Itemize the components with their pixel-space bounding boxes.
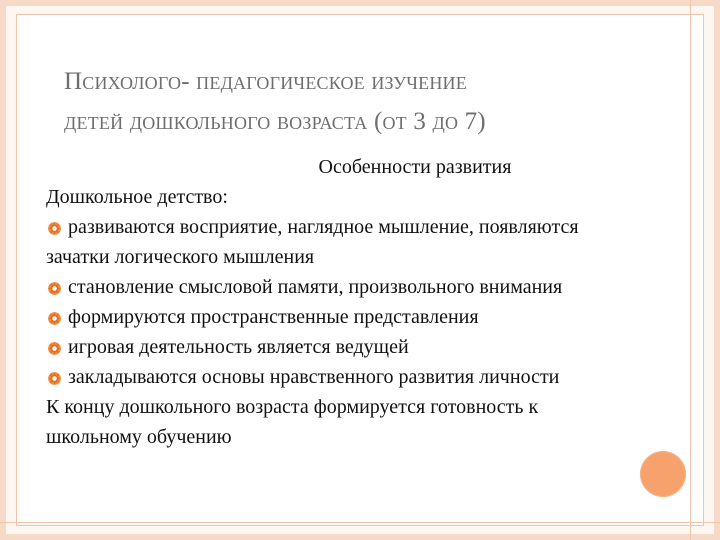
bullet-item bbox=[46, 362, 696, 392]
bullet-text: игровая деятельность является ведущей bbox=[68, 336, 409, 358]
intro-text: Дошкольное детство: bbox=[46, 186, 228, 208]
gear-bullet-icon bbox=[47, 371, 62, 386]
bullet-item bbox=[46, 212, 696, 242]
gear-bullet-icon bbox=[47, 341, 62, 356]
gear-bullet-icon bbox=[47, 221, 62, 236]
slide-title-line-1: Психолого- педагогическое изучение bbox=[64, 68, 467, 95]
bullet-text-line-2: зачатки логического мышления bbox=[46, 246, 315, 268]
bullet-item bbox=[46, 332, 696, 362]
bullet-text: формируются пространственные представления bbox=[68, 306, 479, 328]
bullet-text-line-1: развиваются восприятие, наглядное мышление, появляются bbox=[68, 216, 579, 238]
gear-bullet-icon bbox=[47, 281, 62, 296]
bullet-text: становление смысловой памяти, произвольного внимания bbox=[68, 276, 563, 298]
conclusion-line-1: К концу дошкольного возраста формируется готовность к bbox=[46, 396, 539, 418]
subtitle: Особенности развития bbox=[318, 156, 512, 178]
frame-line-bottom bbox=[0, 522, 720, 523]
gear-bullet-icon bbox=[47, 311, 62, 326]
bullet-item bbox=[46, 272, 696, 302]
bullet-text: закладываются основы нравственного развития личности bbox=[68, 366, 560, 388]
bullet-item bbox=[46, 302, 696, 332]
slide-content bbox=[46, 152, 696, 452]
decorative-orange-circle bbox=[640, 451, 686, 497]
conclusion-line-2: школьному обучению bbox=[46, 426, 232, 448]
slide-title-line-2: детей дошкольного возраста (от 3 до 7) bbox=[64, 108, 486, 135]
slide-title bbox=[64, 62, 664, 142]
